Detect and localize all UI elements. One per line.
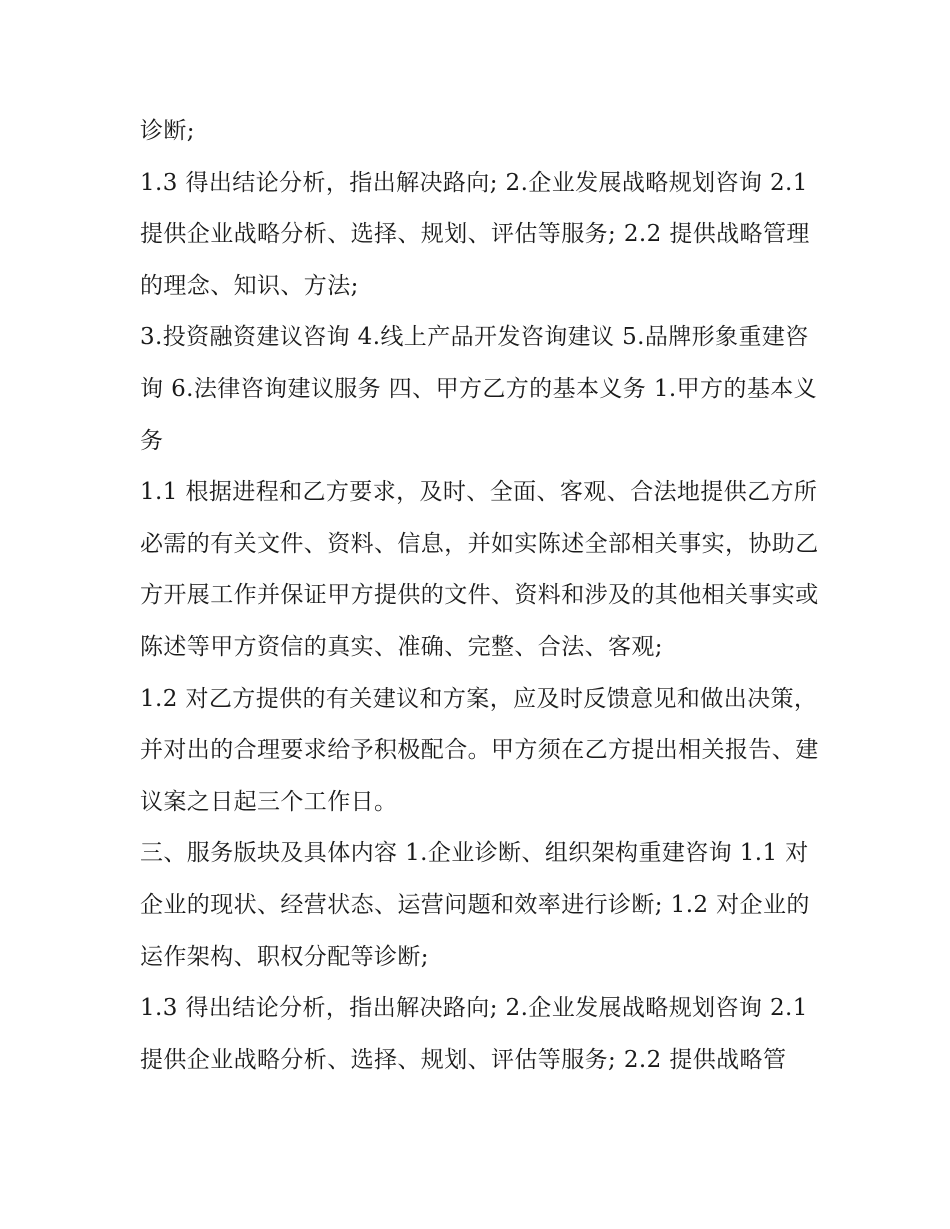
paragraph-7: 1.3 得出结论分析，指出解决路向; 2.企业发展战略规划咨询 2.1 提供企业战略分析、选择、规划、评估等服务; 2.2 提供战略管 — [140, 995, 808, 1073]
document-body — [140, 106, 830, 1086]
paragraph-5: 1.2 对乙方提供的有关建议和方案，应及时反馈意见和做出决策，并对出的合理要求给予积极配合。甲方须在乙方提出相关报告、建议案之日起三个工作日。 — [140, 685, 819, 815]
paragraph-4: 1.1 根据进程和乙方要求，及时、全面、客观、合法地提供乙方所必需的有关文件、资料、信息，并如实陈述全部相关事实，协助乙方开展工作并保证甲方提供的文件、资料和涉及的其他相关事实或陈述等甲方资信的真实、准确、完整、合法、客观; — [140, 479, 819, 660]
paragraph-3: 3.投资融资建议咨询 4.线上产品开发咨询建议 5.品牌形象重建咨询 6.法律咨询建议服务 四、甲方乙方的基本义务 1.甲方的基本义务 — [140, 324, 818, 454]
paragraph-6: 三、服务版块及具体内容 1.企业诊断、组织架构重建咨询 1.1 对企业的现状、经营状态、运营问题和效率进行诊断; 1.2 对企业的运作架构、职权分配等诊断; — [140, 840, 810, 970]
paragraph-2: 1.3 得出结论分析，指出解决路向; 2.企业发展战略规划咨询 2.1 提供企业战略分析、选择、规划、评估等服务; 2.2 提供战略管理的理念、知识、方法; — [140, 169, 810, 299]
paragraph-1: 诊断; — [140, 118, 195, 144]
